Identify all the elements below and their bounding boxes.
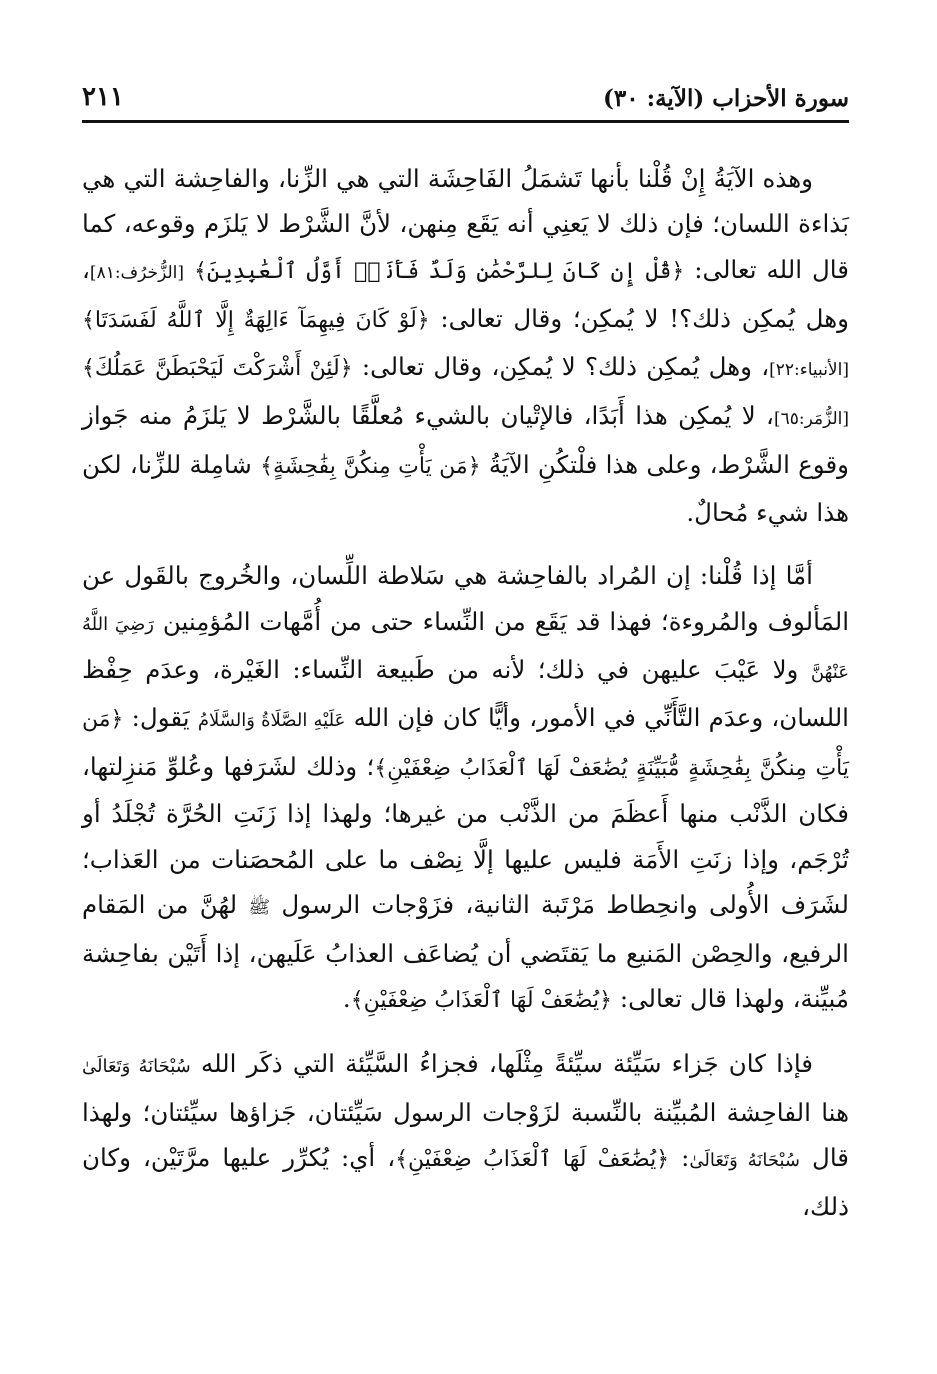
main-text (82, 156, 849, 1229)
verse-reference: [الزُّمَر:٦٥] (773, 409, 849, 430)
quran-verse: ﴿قُلْ إِن كَانَ لِلرَّحْمَٰنِ وَلَدٌ فَأَنَا۠ أَوَّلُ ٱلْعَٰبِدِينَ﴾ (193, 258, 685, 284)
verse-reference: [الزُّخرُف:٨١] (89, 262, 184, 283)
text-run: ، وهل يُمكِن ذلك؟! لا يُمكِن؛ وقال تعالى: (82, 254, 849, 334)
header-surah-title: سورة الأحزاب (الآية: ٣٠) (602, 85, 849, 112)
running-header (82, 80, 849, 123)
text-run: شامِلة للزِّنا، لكن هذا شيء مُحالٌ. (82, 450, 849, 527)
text-run: أمَّا إذا قُلْنا: إن المُراد بالفاحِشة هي سَلاطة اللِّسان، والخُروج بالقَول عن المَألوف والمُروءة؛ فهذا قد يَقَع من النِّساء حتى من أُمَّهات المُؤمِنين (82, 561, 849, 636)
honorific-phrase: سُبْحَانَهُ وَتَعَالَىٰ (82, 1056, 191, 1078)
quran-verse: ﴿لَوْ كَانَ فِيهِمَآ ءَالِهَةٌ إِلَّا ٱللَّهُ لَفَسَدَتَا﴾ (82, 308, 430, 334)
paragraph-3 (82, 1041, 849, 1229)
quran-verse: ﴿لَئِنْ أَشْرَكْتَ لَيَحْبَطَنَّ عَمَلُكَ﴾ (82, 355, 353, 381)
text-run: هنا الفاحِشة المُبيِّنة بالنِّسبة لزَوْجات الرسول سَيِّئتان، جَزاؤها سيِّئتان؛ ولهذا قال (82, 1097, 849, 1173)
quran-verse: ﴿مَن يَأْتِ مِنكُنَّ بِفَٰحِشَةٍ مُّبَيِّنَةٍ يُضَٰعَفْ لَهَا ٱلْعَذَابُ ضِعْفَيْنِ﴾ (82, 707, 849, 781)
paragraph-1 (82, 156, 849, 535)
verse-reference: [الأنبياء:٢٢] (769, 359, 849, 380)
text-run: وهذه الآيَةُ إِنْ قُلْنا بأنها تَشمَلُ الفَاحِشَة التي هي الزِّنا، والفاحِشة التي هي بَذاءة اللسان؛ فإن ذلك لا يَعنِي أنه يَقَع مِنهن، لأنَّ الشَّرْط لا يَلزَم وقوعه، كما قال الله تعالى: (82, 164, 849, 284)
quran-verse: ﴿يُضَٰعَفْ لَهَا ٱلْعَذَابُ ضِعْفَيْنِ﴾ (395, 1147, 670, 1173)
text-run: فإذا كان جَزاء سَيِّئة سيِّئةً مِثْلَها، فجزاءُ السَّيِّئة التي ذكَر الله (200, 1049, 813, 1079)
honorific-phrase: سُبْحَانَهُ وَتَعَالَىٰ (689, 1150, 800, 1172)
text-run: ، أي: يُكرِّر عليها مرَّتَيْن، وكان ذلك، (82, 1143, 849, 1221)
quran-verse: ﴿مَن يَأْتِ مِنكُنَّ بِفَٰحِشَةٍ﴾ (260, 454, 481, 480)
honorific-phrase: ﷺ (248, 897, 271, 919)
quran-verse: ﴿يُضَٰعَفْ لَهَا ٱلْعَذَابُ ضِعْفَيْنِ﴾ (350, 987, 613, 1013)
page-number: ٢١١ (82, 82, 124, 112)
text-run: : (681, 1143, 690, 1173)
text-run: ، وهل يُمكِن ذلك؟ لا يُمكِن، وقال تعالى: (361, 351, 770, 381)
text-run: لهُنَّ من المَقام الرفيع، والحِصْن المَنيع ما يَقتَضي أن يُضاعَف العذابُ عَلَيهن، إذا أَتَيْن بفاحِشة مُبيِّنة، ولهذا قال تعالى: (82, 890, 849, 1013)
paragraph-2 (82, 553, 849, 1023)
text-run: ولا عَيْبَ عليهن في ذلك؛ لأنه من طَبيعة النِّساء: الغَيْرة، وعدَم حِفْظ اللسان، وعدَم التَّأَنِّي في الأمور، وأيًّا كان فإن الله (82, 655, 849, 733)
text-run: ، لا يُمكِن هذا أَبَدًا، فالإتْيان بالشيء مُعلَّقًا بالشَّرْط لا يَلزَمُ منه جَواز وقوع الشَّرْط، وعلى هذا فلْتكُنِ الآيَةُ (82, 401, 849, 480)
text-run: يَقول: (131, 703, 190, 733)
text-run: ؛ وذلك لشَرَفها وعُلوِّ مَنزِلتها، فكان الذَّنْب منها أَعظَمَ من الذَّنْب من غيرها؛ ولهذا إذا زَنَتِ الحُرَّة تُجْلَدُ أو تُرْجَم، وإذا زنَتِ الأَمَة فليس عليها إلَّا نِصْف ما على المُحصَنات من العَذاب؛ لشَرَف الأُولى وانحِطاط مَرْتَبة الثانية، فزَوْجات الرسول (82, 751, 849, 920)
honorific-phrase: رَضِيَ اللَّهُ عَنْهُنَّ (82, 613, 849, 684)
text-run: . (342, 983, 351, 1013)
honorific-phrase: عَلَيْهِ الصَّلَاةُ وَالسَّلَامُ (197, 710, 346, 732)
